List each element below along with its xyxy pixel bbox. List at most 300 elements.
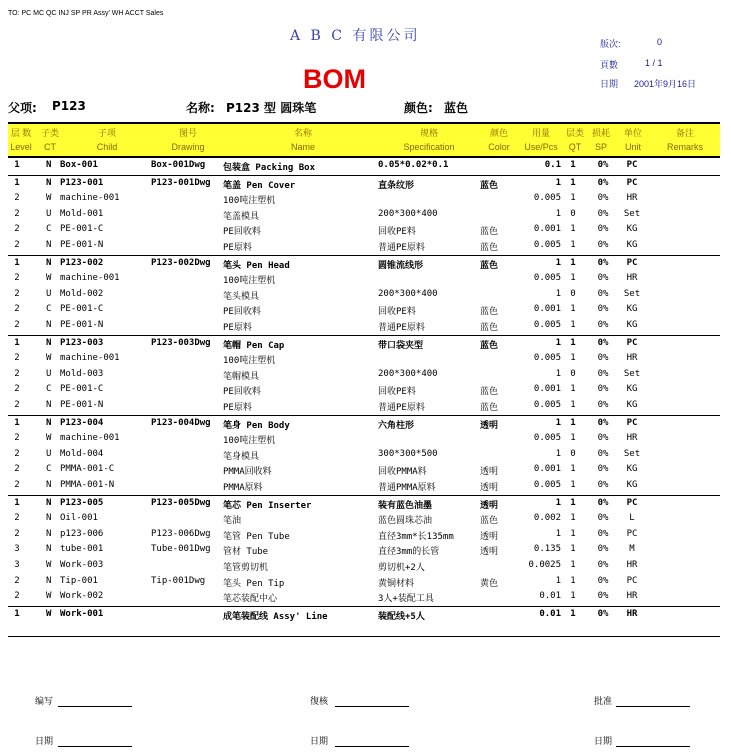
cell-child: PE-001-C — [60, 384, 104, 395]
cell-ct: C — [46, 384, 52, 395]
cell-unit: Set — [623, 368, 641, 379]
cell-unit: KG — [626, 480, 638, 490]
table-row — [8, 560, 720, 575]
cell-unit: PC — [626, 177, 638, 188]
cell-qt: 1 — [570, 320, 576, 330]
cell-child: Mold-004 — [60, 448, 104, 459]
column-header-cn-3: 图号 — [178, 128, 197, 138]
date-value: 2001年9月16日 — [634, 79, 697, 89]
group-separator — [8, 606, 720, 607]
cell-name: 笔帽 Pen Cap — [223, 340, 285, 351]
cell-spec: 回收PE料 — [378, 227, 416, 238]
cell-use: 1 — [555, 337, 561, 348]
cell-name: PMMA回收料 — [223, 467, 272, 478]
cell-child: Mold-002 — [60, 288, 104, 299]
cell-spec: 蓝色圆珠芯油 — [378, 516, 433, 527]
reviewed-date-label: 日期 — [310, 736, 329, 746]
cell-name: PE原料 — [223, 243, 252, 253]
cell-sp: 0% — [597, 448, 609, 459]
table-row — [8, 289, 720, 304]
cell-qt: 0 — [570, 288, 576, 299]
cell-spec: 200*300*400 — [378, 208, 438, 219]
cell-sp: 0% — [597, 368, 609, 379]
cell-unit: HR — [626, 591, 638, 602]
table-row — [8, 480, 720, 495]
cell-child: PE-001-N — [60, 240, 104, 250]
group-separator — [8, 415, 720, 416]
cell-child: PE-001-C — [60, 304, 104, 315]
table-row — [8, 178, 720, 193]
cell-child: P123-003 — [60, 337, 104, 348]
cell-level: 2 — [14, 224, 20, 235]
cell-sp: 0% — [597, 608, 609, 619]
table-row — [8, 418, 720, 433]
cell-use: 0.01 — [539, 608, 561, 619]
cell-drawing: P123-004Dwg — [151, 417, 211, 428]
cell-child: PMMA-001-C — [60, 464, 115, 475]
table-row — [8, 273, 720, 288]
column-header-en-5: Specification — [403, 142, 455, 152]
column-header-cn-11: 备注 — [675, 128, 694, 138]
cell-child: p123-006 — [60, 528, 104, 539]
table-row — [8, 591, 720, 606]
cell-use: 0.001 — [533, 464, 561, 475]
cell-use: 1 — [555, 417, 561, 428]
cell-ct: N — [46, 257, 52, 268]
reviewed-label: 復核 — [310, 696, 329, 706]
cell-unit: KG — [626, 400, 638, 410]
version-value: 0 — [657, 37, 663, 47]
cell-drawing: P123-002Dwg — [151, 257, 211, 268]
cell-name: 100吨注塑机 — [223, 356, 276, 367]
color-value: 蓝色 — [444, 101, 469, 115]
name-label: 名称: — [186, 101, 215, 115]
cell-name: 100吨注塑机 — [223, 436, 276, 447]
parent-value: P123 — [52, 99, 86, 113]
column-header-cn-10: 单位 — [623, 128, 642, 138]
cell-child: P123-002 — [60, 257, 104, 268]
cell-use: 1 — [555, 368, 561, 379]
table-row — [8, 224, 720, 239]
table-header — [8, 124, 720, 156]
cell-ct: C — [46, 464, 52, 475]
cell-name: 笔头模具 — [223, 291, 260, 302]
table-row — [8, 353, 720, 368]
cell-unit: KG — [626, 320, 638, 330]
cell-qt: 1 — [570, 560, 576, 570]
cell-qt: 1 — [570, 304, 576, 315]
table-row — [8, 529, 720, 544]
cell-unit: KG — [626, 224, 638, 235]
cell-use: 0.135 — [533, 544, 561, 555]
cell-unit: PC — [626, 417, 638, 428]
company-name: A B C 有限公司 — [290, 28, 421, 44]
cell-sp: 0% — [597, 384, 609, 395]
column-header-cn-7: 用量 — [531, 128, 550, 138]
cell-use: 1 — [555, 497, 561, 508]
cell-qt: 1 — [570, 591, 576, 602]
cell-unit: PC — [626, 497, 638, 508]
column-header-cn-4: 名称 — [293, 128, 312, 138]
cell-color: 蓝色 — [480, 243, 499, 253]
page-label: 頁數 — [600, 60, 619, 70]
cell-use: 0.001 — [533, 224, 561, 235]
cell-sp: 0% — [597, 400, 609, 410]
cell-child: PMMA-001-N — [60, 480, 115, 490]
cell-name: 笔芯 Pen Inserter — [223, 500, 312, 511]
cell-unit: PC — [626, 160, 638, 170]
cell-unit: HR — [626, 353, 638, 364]
cell-color: 蓝色 — [480, 340, 499, 351]
date-label: 日期 — [600, 79, 619, 89]
cell-name: PE回收料 — [223, 307, 261, 318]
cell-name: 成笔装配线 Assy' Line — [223, 611, 328, 622]
table-row — [8, 576, 720, 591]
table-row — [8, 384, 720, 399]
cell-drawing: Box-001Dwg — [151, 160, 206, 170]
cell-qt: 1 — [570, 497, 576, 508]
cell-color: 蓝色 — [480, 387, 499, 398]
cell-drawing: P123-003Dwg — [151, 337, 211, 348]
cell-color: 蓝色 — [480, 403, 499, 413]
approved-date-line[interactable] — [616, 746, 690, 747]
cell-spec: 回收PMMA料 — [378, 467, 427, 478]
table-row — [8, 258, 720, 273]
cell-level: 2 — [14, 368, 20, 379]
cell-qt: 1 — [570, 433, 576, 444]
table-row — [8, 513, 720, 528]
cell-name: PE原料 — [223, 403, 252, 413]
cell-qt: 1 — [570, 160, 576, 170]
prepared-signature-line[interactable] — [58, 706, 132, 707]
cell-sp: 0% — [597, 417, 609, 428]
cell-name: 笔管 Pen Tube — [223, 531, 290, 542]
table-row — [8, 400, 720, 415]
cell-spec: 普通PE原料 — [378, 403, 425, 413]
cell-child: Tip-001 — [60, 575, 98, 586]
cell-level: 2 — [14, 320, 20, 330]
cell-color: 蓝色 — [480, 227, 499, 238]
cell-child: Box-001 — [60, 160, 98, 170]
cell-use: 0.005 — [533, 320, 561, 330]
cell-unit: HR — [626, 608, 638, 619]
cell-unit: HR — [626, 193, 638, 204]
cell-unit: PC — [626, 257, 638, 268]
cell-name: 笔盖 Pen Cover — [223, 180, 296, 191]
cell-unit: Set — [623, 288, 641, 299]
cell-level: 2 — [14, 575, 20, 586]
cell-child: machine-001 — [60, 353, 120, 364]
reviewed-signature-line[interactable] — [335, 706, 409, 707]
cell-level: 2 — [14, 273, 20, 284]
cell-name: 笔头 Pen Tip — [223, 578, 285, 589]
cell-qt: 1 — [570, 544, 576, 555]
header-bottom-rule — [8, 156, 720, 158]
column-header-en-3: Drawing — [171, 142, 205, 152]
cell-spec: 200*300*400 — [378, 288, 438, 299]
column-header-cn-6: 颜色 — [489, 128, 508, 138]
cell-spec: 普通PE原料 — [378, 323, 425, 333]
cell-spec: 六角柱形 — [378, 420, 415, 431]
cell-qt: 0 — [570, 368, 576, 379]
cell-name: 笔油 — [223, 516, 242, 527]
cell-use: 1 — [555, 448, 561, 459]
cell-ct: W — [46, 560, 52, 570]
cell-ct: U — [46, 448, 52, 459]
cell-sp: 0% — [597, 240, 609, 250]
cell-ct: W — [46, 608, 52, 619]
cell-color: 透明 — [480, 420, 499, 431]
column-header-cn-9: 损耗 — [591, 128, 610, 138]
cell-child: Mold-003 — [60, 368, 104, 379]
cell-unit: KG — [626, 304, 638, 315]
cell-name: 笔芯装配中心 — [223, 594, 278, 605]
column-header-en-9: SP — [594, 142, 607, 152]
distribution-list: TO: PC MC QC INJ SP PR Assy' WH ACCT Sales — [8, 10, 164, 17]
cell-sp: 0% — [597, 560, 609, 570]
cell-color: 蓝色 — [480, 307, 499, 318]
cell-child: PE-001-C — [60, 224, 104, 235]
cell-spec: 普通PMMA原料 — [378, 483, 436, 493]
cell-qt: 1 — [570, 337, 576, 348]
cell-name: 笔头 Pen Head — [223, 260, 290, 271]
cell-unit: HR — [626, 560, 638, 570]
cell-drawing: P123-001Dwg — [151, 177, 211, 188]
column-header-cn-0: 层 数 — [10, 128, 32, 138]
parent-label: 父项: — [8, 101, 37, 115]
cell-child: machine-001 — [60, 273, 120, 284]
cell-level: 3 — [14, 544, 20, 555]
cell-unit: HR — [626, 433, 638, 444]
cell-level: 2 — [14, 353, 20, 364]
cell-sp: 0% — [597, 273, 609, 284]
cell-color: 黄色 — [480, 578, 499, 589]
table-row — [8, 160, 720, 175]
cell-spec: 回收PE料 — [378, 307, 416, 318]
cell-drawing: P123-006Dwg — [151, 528, 211, 539]
cell-name: 笔身模具 — [223, 451, 260, 462]
cell-qt: 1 — [570, 513, 576, 524]
cell-qt: 1 — [570, 608, 576, 619]
cell-name: PE回收料 — [223, 227, 261, 238]
cell-qt: 1 — [570, 193, 576, 204]
table-row — [8, 240, 720, 255]
cell-name: 100吨注塑机 — [223, 276, 276, 287]
cell-sp: 0% — [597, 353, 609, 364]
cell-name: PMMA原料 — [223, 483, 263, 493]
cell-ct: C — [46, 224, 52, 235]
approved-signature-line[interactable] — [616, 706, 690, 707]
cell-unit: L — [629, 513, 635, 524]
cell-level: 1 — [14, 608, 20, 619]
cell-sp: 0% — [597, 193, 609, 204]
cell-name: 包装盒 Packing Box — [223, 163, 316, 173]
cell-ct: W — [46, 591, 52, 602]
cell-name: PE原料 — [223, 323, 252, 333]
cell-use: 0.005 — [533, 353, 561, 364]
table-row — [8, 209, 720, 224]
cell-use: 1 — [555, 575, 561, 586]
cell-child: P123-004 — [60, 417, 104, 428]
cell-drawing: Tip-001Dwg — [151, 575, 206, 586]
approved-date-label: 日期 — [594, 736, 613, 746]
cell-level: 2 — [14, 480, 20, 490]
cell-child: machine-001 — [60, 433, 120, 444]
cell-spec: 300*300*500 — [378, 448, 438, 459]
column-header-en-7: Use/Pcs — [524, 142, 558, 152]
cell-ct: W — [46, 433, 52, 444]
version-label: 版次: — [600, 39, 621, 49]
cell-spec: 普通PE原料 — [378, 243, 425, 253]
column-header-en-4: Name — [290, 142, 315, 152]
cell-level: 2 — [14, 448, 20, 459]
cell-qt: 1 — [570, 353, 576, 364]
cell-name: 笔管剪切机 — [223, 563, 269, 573]
cell-spec: 200*300*400 — [378, 368, 438, 379]
cell-qt: 1 — [570, 464, 576, 475]
cell-qt: 1 — [570, 257, 576, 268]
cell-level: 1 — [14, 337, 20, 348]
cell-spec: 直径3mm*长135mm — [378, 531, 454, 542]
cell-ct: N — [46, 320, 52, 330]
cell-qt: 1 — [570, 528, 576, 539]
column-header-cn-1: 子类 — [40, 128, 59, 138]
cell-sp: 0% — [597, 528, 609, 539]
prepared-label: 编写 — [35, 696, 54, 706]
cell-qt: 0 — [570, 208, 576, 219]
group-separator — [8, 495, 720, 496]
cell-use: 0.005 — [533, 273, 561, 284]
cell-sp: 0% — [597, 464, 609, 475]
cell-spec: 带口袋夹型 — [378, 340, 424, 351]
cell-qt: 1 — [570, 240, 576, 250]
cell-use: 0.005 — [533, 400, 561, 410]
cell-name: PE回收料 — [223, 387, 261, 398]
cell-color: 透明 — [480, 531, 499, 542]
cell-level: 2 — [14, 304, 20, 315]
cell-level: 1 — [14, 160, 20, 170]
cell-use: 0.1 — [544, 160, 561, 170]
cell-level: 2 — [14, 513, 20, 524]
document-title: BOM — [303, 64, 366, 94]
cell-child: Work-003 — [60, 560, 104, 570]
cell-ct: N — [46, 528, 52, 539]
cell-level: 1 — [14, 497, 20, 508]
cell-color: 透明 — [480, 467, 499, 478]
cell-sp: 0% — [597, 513, 609, 524]
cell-sp: 0% — [597, 160, 609, 170]
cell-ct: U — [46, 288, 52, 299]
cell-unit: KG — [626, 384, 638, 395]
cell-use: 0.001 — [533, 304, 561, 315]
cell-level: 2 — [14, 208, 20, 219]
cell-use: 0.005 — [533, 193, 561, 204]
cell-level: 2 — [14, 433, 20, 444]
cell-use: 0.002 — [533, 513, 561, 524]
cell-sp: 0% — [597, 337, 609, 348]
cell-name: 笔帽模具 — [223, 371, 260, 382]
cell-ct: N — [46, 575, 52, 586]
cell-unit: M — [629, 544, 635, 555]
cell-ct: N — [46, 177, 52, 188]
cell-level: 2 — [14, 240, 20, 250]
cell-drawing: P123-005Dwg — [151, 497, 211, 508]
prepared-date-line[interactable] — [58, 746, 132, 747]
cell-ct: N — [46, 337, 52, 348]
color-label: 颜色: — [404, 101, 433, 115]
cell-level: 1 — [14, 257, 20, 268]
cell-spec: 直条纹形 — [378, 180, 415, 191]
cell-color: 蓝色 — [480, 323, 499, 333]
column-header-cn-5: 规格 — [419, 128, 438, 138]
table-row — [8, 193, 720, 208]
cell-use: 0.001 — [533, 384, 561, 395]
reviewed-date-line[interactable] — [335, 746, 409, 747]
cell-use: 0.01 — [539, 591, 561, 602]
column-header-en-6: Color — [488, 142, 510, 152]
cell-level: 2 — [14, 400, 20, 410]
group-separator — [8, 255, 720, 256]
table-row — [8, 544, 720, 559]
table-bottom-rule — [8, 636, 720, 637]
cell-child: Work-001 — [60, 608, 104, 619]
cell-qt: 1 — [570, 417, 576, 428]
cell-qt: 1 — [570, 177, 576, 188]
cell-unit: Set — [623, 448, 641, 459]
cell-ct: N — [46, 513, 52, 524]
cell-level: 2 — [14, 464, 20, 475]
header-top-rule — [8, 122, 720, 124]
cell-color: 蓝色 — [480, 260, 499, 271]
cell-sp: 0% — [597, 208, 609, 219]
cell-spec: 直径3mm的长管 — [378, 547, 440, 558]
cell-unit: KG — [626, 240, 638, 250]
cell-color: 透明 — [480, 483, 499, 493]
cell-sp: 0% — [597, 288, 609, 299]
cell-spec: 圆锥流线形 — [378, 260, 424, 271]
cell-use: 1 — [555, 177, 561, 188]
table-row — [8, 609, 720, 624]
prepared-date-label: 日期 — [35, 736, 54, 746]
column-header-cn-2: 子项 — [97, 128, 116, 138]
page-value: 1 / 1 — [645, 58, 663, 68]
cell-name: 笔身 Pen Body — [223, 420, 290, 431]
cell-ct: U — [46, 368, 52, 379]
cell-use: 0.005 — [533, 433, 561, 444]
cell-sp: 0% — [597, 320, 609, 330]
cell-ct: N — [46, 160, 52, 170]
cell-spec: 装配线+5人 — [378, 611, 425, 622]
cell-ct: N — [46, 480, 52, 490]
cell-qt: 1 — [570, 575, 576, 586]
cell-sp: 0% — [597, 433, 609, 444]
cell-sp: 0% — [597, 224, 609, 235]
cell-sp: 0% — [597, 591, 609, 602]
cell-sp: 0% — [597, 544, 609, 555]
cell-qt: 1 — [570, 224, 576, 235]
column-header-en-10: Unit — [624, 142, 641, 152]
column-header-en-8: QT — [568, 142, 582, 152]
cell-ct: N — [46, 544, 52, 555]
name-value: P123 型 圆珠笔 — [226, 101, 317, 115]
group-separator — [8, 175, 720, 176]
cell-unit: PC — [626, 575, 638, 586]
cell-sp: 0% — [597, 480, 609, 490]
cell-sp: 0% — [597, 177, 609, 188]
cell-color: 蓝色 — [480, 516, 499, 527]
cell-child: Work-002 — [60, 591, 104, 602]
cell-use: 1 — [555, 288, 561, 299]
